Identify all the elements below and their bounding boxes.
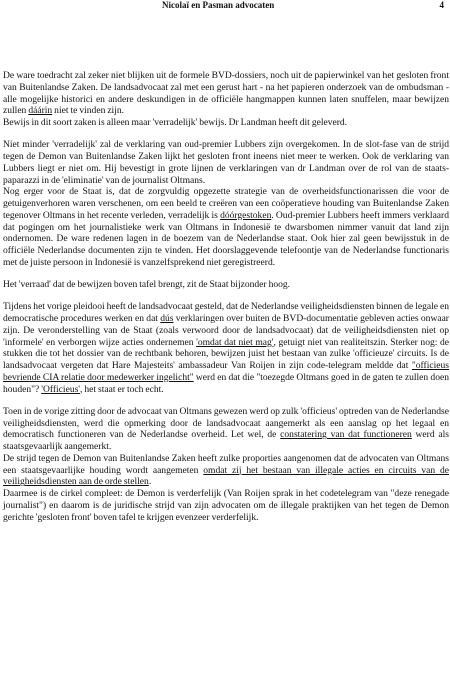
underlined-text: "officieus bevriende CIA relatie door medewerker ingelicht" [3,360,449,383]
paragraph-text: , getuigt niet van realiteitszin. Sterker nog: de stukken die tot het dossier van de rechtbank behoren, bewijzen juist het bestaan van zulke 'officieuze' circuits. Is de landsadvocaat vergeten dat Hare Majesteits' ambassadeur Van Roijen in zijn code-telegram meldde dat [3,336,449,371]
underlined-text: 'omdat dat niet mag' [196,336,274,348]
paragraph-text: Tijdens het vorige pleidooi heeft de landsadvocaat gesteld, dat de Nederlandse veiligheidsdiensten binnen de legale en democratische procedures werken en dat [3,301,449,324]
underlined-text: dáárin [28,105,53,117]
paragraph [3,117,449,129]
paragraph-text: Daarmee is de cirkel compleet: de Demon is verderfelijk (Van Roijen sprak in het codetelegram van "deze renegade journalist") en daarom is de juridische strijd van zijn advocaten om de illegale praktijken van het tegen de Demon gerichte 'gesloten front' boven tafel te krijgen evenzeer verderfelijk. [3,488,449,523]
page-header [0,0,450,12]
underlined-text: dús [160,313,174,324]
paragraph-text: werd en dat die "toezegde Oltmans goed in de gaten te zullen doen houden"? [3,371,449,395]
paragraph-text: De strijd tegen de Demon van Buitenlandse Zaken heeft zulke proporties aangenomen dat de advocaten van Oltmans een staatsgevaarlijke houding wordt aangemeten [3,452,449,476]
paragraph [3,139,449,186]
page-number: 4 [439,0,444,10]
paragraph-text: verklaringen over buiten de BVD-documentatie gebleven acties onwaar zijn. De veronderstelling van de Staat (zoals verwoord door de landsadvocaat) dat de veiligheidsdiensten niet op 'informele' en verborgen wijze acties ondernemen [3,313,449,348]
underlined-text: 'Officieus' [41,383,81,395]
paragraph-text: Bewijs in dit soort zaken is alleen maar 'verradelijk' bewijs. Dr Landman heeft dit geleverd. [3,117,348,128]
paragraph-text: Het 'verraad' dat de bewijzen boven tafel brengt, zit de Staat bijzonder hoog. [3,279,291,290]
paragraph-text: Toen in de vorige zitting door de advocaat van Oltmans gewezen werd op zulk 'officieus' optreden van de Nederlandse veiligheidsdiensten, werd die opmerking door de landsadvocaat aangemerkt als een aanslag op het legaal en democratisch functioneren van de Nederlandse overheid. Let wel, de [3,405,449,441]
paragraph-text: . [148,476,152,488]
paragraph [3,186,449,268]
underlined-text: omdat zij het bestaan van illegale acties en circuits van de veiligheidsdiensten aan de orde stellen [3,464,449,488]
paragraph [3,279,449,291]
paragraph [3,488,449,523]
paragraph-text: Nog erger voor de Staat is, dat de zorgvuldig opgezette strategie van de overheidsfunctionarissen die voor de getuigenverhoren waren verschenen, om een beeld te creëren van een coöperatieve houding van Buitenlandse Zaken tegenover Oltmans in het recente verleden, verradelijk is [3,186,449,221]
paragraph-text: werd als staatsgevaarlijk aangemerkt. [3,429,449,452]
paragraph-text: . Oud-premier Lubbers heeft immers verklaard dat pogingen om het journalistieke werk van Oltmans in Indonesië te dwarsbomen nimmer vanuit dat land zijn ondernomen. De ware redenen lagen in de boezem van de Nederlandse staat. Ook hier zal geen bewijsstuk in de officiële Nederlandse documenten zijn te vinden. Het doorslaggevende telefoontje van de Nederlandse functionaris met de juiste persoon in Indonesië is vanzelfsprekend niet geregistreerd. [3,209,449,268]
paragraph [3,406,449,453]
underlined-text: dóórgestoken [220,209,272,221]
document-body [3,70,449,523]
paragraph-text: Niet minder 'verradelijk' zal de verklaring van oud-premier Lubbers zijn overgekomen. In de slot-fase van de strijd tegen de Demon van Buitenlandse Zaken lijkt het gesloten front ineens niet meer te werken. Ook de verklaring van Lubbers liegt er niet om. Hij bevestigt in grote lijnen de verklaringen van dr Landman over de rol van de staats-paparazzi in de 'eliminatie' van de journalist Oltmans. [3,139,449,186]
paragraph-text: De ware toedracht zal zeker niet blijken uit de formele BVD-dossiers, noch uit de papierwinkel van het gesloten front van Buitenlandse Zaken. De landsadvocaat zal met een gerust hart - na het papieren onderzoek van de ombudsman - alle mogelijke historici en andere deskundigen in de officiële hangmappen kunnen laten snuffelen, maar bewijzen zullen [3,70,449,117]
paragraph [3,70,449,117]
paragraph-text: , het staat er toch echt. [80,383,164,395]
paragraph [3,301,449,395]
header-title: Nicolaï en Pasman advocaten [162,0,275,10]
underlined-text: constatering van dat functioneren [280,429,412,441]
paragraph-text: niet te vinden zijn. [52,105,125,117]
paragraph [3,453,449,488]
